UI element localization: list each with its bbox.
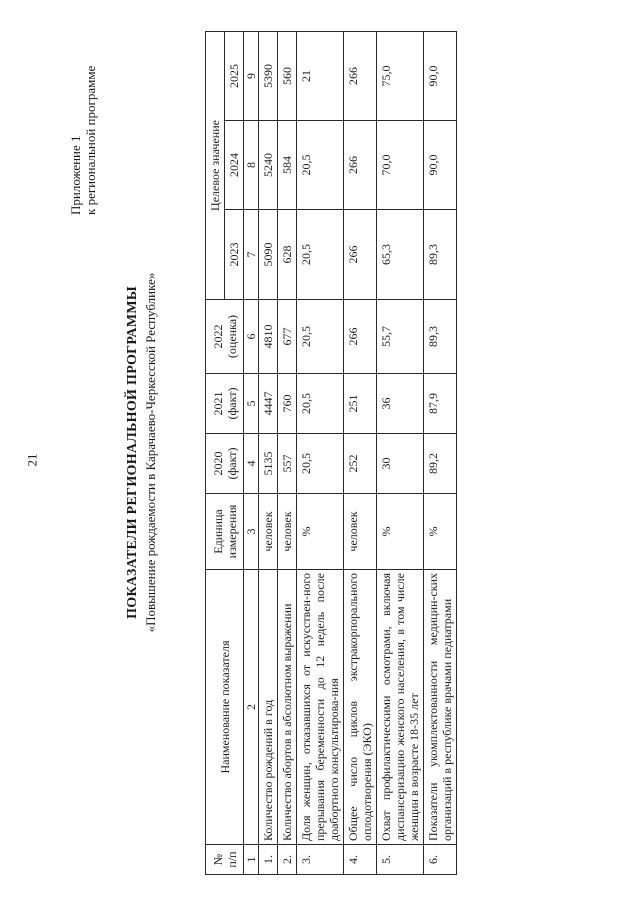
appendix-line-2: к региональной программе [83, 65, 98, 215]
row-num: 2. [278, 845, 297, 875]
row-num: 3. [297, 845, 344, 875]
value-2022: 677 [278, 300, 297, 374]
appendix-line-1: Приложение 1 [68, 135, 83, 215]
col-number: 4 [244, 434, 259, 494]
row-unit: человек [259, 494, 278, 570]
table-row [278, 31, 297, 874]
col-number: 9 [244, 31, 259, 120]
col-number: 2 [244, 570, 259, 845]
col-number: 7 [244, 210, 259, 300]
table-row [424, 31, 457, 874]
header-2021: 2021 (факт) [206, 374, 244, 434]
header-unit: Единица измерения [206, 494, 244, 570]
value-2025: 21 [297, 31, 344, 120]
value-2024: 5240 [259, 121, 278, 210]
value-2024: 266 [344, 121, 377, 210]
table-row [377, 31, 424, 874]
row-num: 1. [259, 845, 278, 875]
col-number: 1 [244, 845, 259, 875]
value-2025: 266 [344, 31, 377, 120]
row-num: 6. [424, 845, 457, 875]
row-name: Доля женщин, отказавшихся от искусствен-ного прерывания беременности до 12 недель после доабортного консультирова-ния [297, 570, 344, 845]
header-2020: 2020 (факт) [206, 434, 244, 494]
document-subtitle: «Повышение рождаемости в Карачаево-Черкесской Республике» [143, 272, 158, 633]
header-num: № п/п [206, 845, 244, 875]
table-row [344, 31, 377, 874]
row-unit: человек [278, 494, 297, 570]
value-2023: 266 [344, 210, 377, 300]
value-2025: 5390 [259, 31, 278, 120]
value-2024: 584 [278, 121, 297, 210]
row-unit: человек [344, 494, 377, 570]
value-2022: 266 [344, 300, 377, 374]
col-number: 5 [244, 374, 259, 434]
col-number: 3 [244, 494, 259, 570]
value-2020: 30 [377, 434, 424, 494]
row-name: Показатели укомплектованности медицин-ских организаций в республике врачами педиатрами [424, 570, 457, 845]
col-number: 8 [244, 121, 259, 210]
value-2020: 252 [344, 434, 377, 494]
header-target-2024: 2024 [225, 121, 244, 210]
value-2020: 20,5 [297, 434, 344, 494]
value-2022: 20,5 [297, 300, 344, 374]
value-2021: 251 [344, 374, 377, 434]
value-2021: 87,9 [424, 374, 457, 434]
value-2020: 89,2 [424, 434, 457, 494]
document-title: ПОКАЗАТЕЛИ РЕГИОНАЛЬНОЙ ПРОГРАММЫ [125, 286, 140, 619]
value-2020: 5135 [259, 434, 278, 494]
page-number: 21 [24, 453, 40, 467]
value-2023: 5090 [259, 210, 278, 300]
row-name: Охват профилактическими осмотрами, включая диспансеризацию женского населения, в том числе женщин в возрасте 18-35 лет [377, 570, 424, 845]
row-name: Количество рождений в год [259, 570, 278, 845]
value-2023: 628 [278, 210, 297, 300]
value-2021: 760 [278, 374, 297, 434]
value-2025: 75,0 [377, 31, 424, 120]
value-2024: 20,5 [297, 121, 344, 210]
value-2025: 90,0 [424, 31, 457, 120]
col-number: 6 [244, 300, 259, 374]
value-2024: 90,0 [424, 121, 457, 210]
value-2023: 65,3 [377, 210, 424, 300]
value-2023: 20,5 [297, 210, 344, 300]
row-unit: % [377, 494, 424, 570]
row-name: Количество абортов в абсолютном выражении [278, 570, 297, 845]
row-unit: % [297, 494, 344, 570]
value-2020: 557 [278, 434, 297, 494]
value-2022: 55,7 [377, 300, 424, 374]
indicators-table [205, 31, 457, 875]
header-target-2023: 2023 [225, 210, 244, 300]
row-name: Общее число циклов экстракорпорального оплодотворения (ЭКО) [344, 570, 377, 845]
row-unit: % [424, 494, 457, 570]
value-2023: 89,3 [424, 210, 457, 300]
value-2021: 4447 [259, 374, 278, 434]
appendix-note [68, 0, 98, 215]
value-2021: 20,5 [297, 374, 344, 434]
value-2022: 4810 [259, 300, 278, 374]
value-2024: 70,0 [377, 121, 424, 210]
header-2022: 2022 (оценка) [206, 300, 244, 374]
row-num: 5. [377, 845, 424, 875]
header-target-2025: 2025 [225, 31, 244, 120]
header-target: Целевое значение [206, 31, 225, 299]
header-name: Наименование показателя [206, 570, 244, 845]
column-numbering-row [244, 31, 259, 874]
value-2025: 560 [278, 31, 297, 120]
table-row [297, 31, 344, 874]
value-2022: 89,3 [424, 300, 457, 374]
table-row [259, 31, 278, 874]
table-header-row [206, 31, 225, 874]
value-2021: 36 [377, 374, 424, 434]
row-num: 4. [344, 845, 377, 875]
